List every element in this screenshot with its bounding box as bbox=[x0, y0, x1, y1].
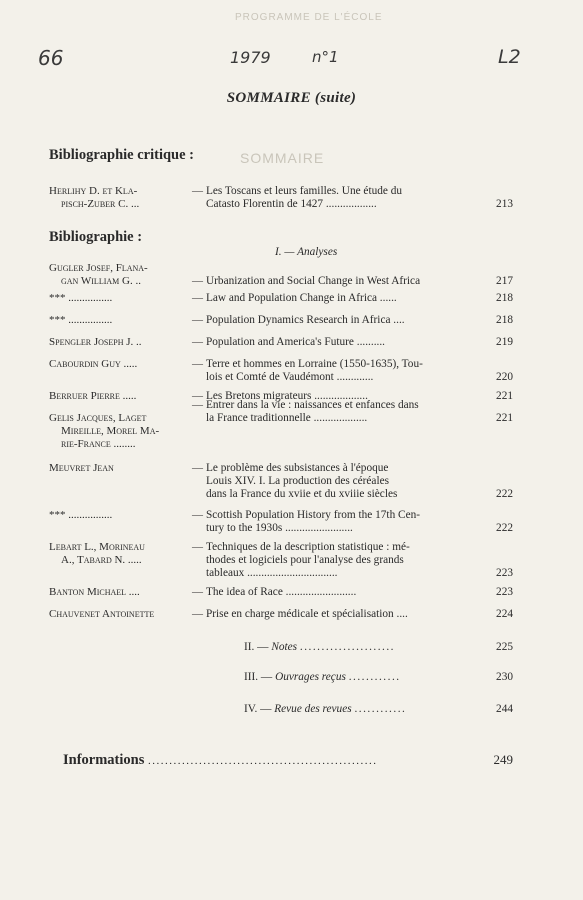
toc-page-number: 221 bbox=[496, 412, 513, 424]
toc-page-number: 223 bbox=[496, 567, 513, 579]
toc-page-number: 225 bbox=[496, 641, 513, 653]
handwritten-issue: n°1 bbox=[312, 48, 339, 66]
toc-author: Berruer Pierre ..... bbox=[49, 390, 137, 402]
toc-dash: — bbox=[192, 399, 203, 411]
toc-page-number: 230 bbox=[496, 671, 513, 683]
toc-section-revue: IV. — Revue des revues ............ bbox=[244, 703, 407, 715]
toc-dash: — bbox=[192, 336, 203, 348]
toc-entry-title: Prise en charge médicale et spécialisation .... bbox=[206, 608, 408, 620]
toc-entry-title: Urbanization and Social Change in West Africa bbox=[206, 275, 421, 287]
toc-page-number: 222 bbox=[496, 522, 513, 534]
toc-page-number: 219 bbox=[496, 336, 513, 348]
toc-dash: — bbox=[192, 586, 203, 598]
toc-section-notes: II. — Notes ...................... bbox=[244, 641, 396, 653]
bleed-through-text: PROGRAMME DE L'ÉCOLE bbox=[235, 12, 383, 23]
section-heading-bibliographie: Bibliographie : bbox=[49, 229, 143, 245]
toc-author: Banton Michael .... bbox=[49, 586, 140, 598]
toc-dash: — bbox=[192, 292, 203, 304]
toc-author: *** ................ bbox=[49, 314, 113, 326]
toc-page-number: 218 bbox=[496, 292, 513, 304]
toc-entry-title: Les Toscans et leurs familles. Une étude du Catasto Florentin de 1427 .................. bbox=[206, 185, 403, 210]
toc-page-number: 220 bbox=[496, 371, 513, 383]
toc-author: Gugler Josef, Flana- gan William G. .. bbox=[49, 262, 148, 287]
toc-entry-title: The idea of Race ......................... bbox=[206, 586, 357, 598]
toc-dash: — bbox=[192, 390, 203, 402]
toc-page-number: 249 bbox=[493, 752, 513, 767]
toc-page-number: 222 bbox=[496, 488, 513, 500]
toc-page-number: 218 bbox=[496, 314, 513, 326]
toc-author: Lebart L., Morineau A., Tabard N. ..... bbox=[49, 541, 145, 566]
toc-dash: — bbox=[192, 509, 203, 521]
toc-author: Gelis Jacques, Laget Mireille, Morel Ma- rie-France ........ bbox=[49, 412, 160, 450]
toc-dash: — bbox=[192, 185, 203, 197]
toc-section-ouvrages: III. — Ouvrages reçus ............ bbox=[244, 671, 401, 683]
toc-entry-title: Law and Population Change in Africa ...... bbox=[206, 292, 397, 304]
section-heading-critique: Bibliographie critique : bbox=[49, 147, 194, 163]
toc-entry-title: Terre et hommes en Lorraine (1550-1635), Tou- lois et Comté de Vaudémont ............. bbox=[206, 358, 423, 383]
subsection-heading: I. — Analyses bbox=[275, 246, 338, 258]
toc-dash: — bbox=[192, 358, 203, 370]
handwritten-code: L2 bbox=[498, 46, 521, 68]
toc-entry-title: Les Bretons migrateurs ................... bbox=[206, 390, 368, 402]
toc-dash: — bbox=[192, 275, 203, 287]
toc-entry-title: Population and America's Future .......... bbox=[206, 336, 385, 348]
toc-entry-title: Le problème des subsistances à l'époque Louis XIV. I. La production des céréales dans la France du xviie et du xviiie siècles bbox=[206, 462, 398, 500]
toc-dash: — bbox=[192, 462, 203, 474]
toc-author: Meuvret Jean bbox=[49, 462, 114, 474]
toc-author: Herlihy D. et Kla- pisch-Zuber C. ... bbox=[49, 185, 140, 210]
toc-dash: — bbox=[192, 608, 203, 620]
toc-author: Chauvenet Antoinette bbox=[49, 608, 155, 620]
toc-entry-title: Population Dynamics Research in Africa .... bbox=[206, 314, 405, 326]
toc-page-number: 244 bbox=[496, 703, 513, 715]
toc-page-number: 223 bbox=[496, 586, 513, 598]
toc-dash: — bbox=[192, 314, 203, 326]
bleed-through-text: SOMMAIRE bbox=[240, 150, 325, 166]
toc-dash: — bbox=[192, 541, 203, 553]
toc-entry-title: Entrer dans la vie : naissances et enfances dans la France traditionnelle ................... bbox=[206, 399, 419, 424]
toc-entry-title: Techniques de la description statistique : mé- thodes et logiciels pour l'analyse des grands tableaux ................................ bbox=[206, 541, 410, 579]
toc-author: *** ................ bbox=[49, 509, 113, 521]
toc-author: *** ................ bbox=[49, 292, 113, 304]
page-title: SOMMAIRE (suite) bbox=[226, 90, 357, 106]
toc-page-number: 213 bbox=[496, 198, 513, 210]
toc-author: Spengler Joseph J. .. bbox=[49, 336, 142, 348]
toc-author: Cabourdin Guy ..... bbox=[49, 358, 138, 370]
handwritten-page-number: 66 bbox=[38, 46, 64, 70]
toc-page-number: 221 bbox=[496, 390, 513, 402]
handwritten-year: 1979 bbox=[230, 48, 271, 67]
toc-section-informations: Informations ...................................................... bbox=[63, 752, 378, 768]
toc-page-number: 217 bbox=[496, 275, 513, 287]
toc-entry-title: Scottish Population History from the 17th Cen- tury to the 1930s ........................ bbox=[206, 509, 421, 534]
toc-page-number: 224 bbox=[496, 608, 513, 620]
